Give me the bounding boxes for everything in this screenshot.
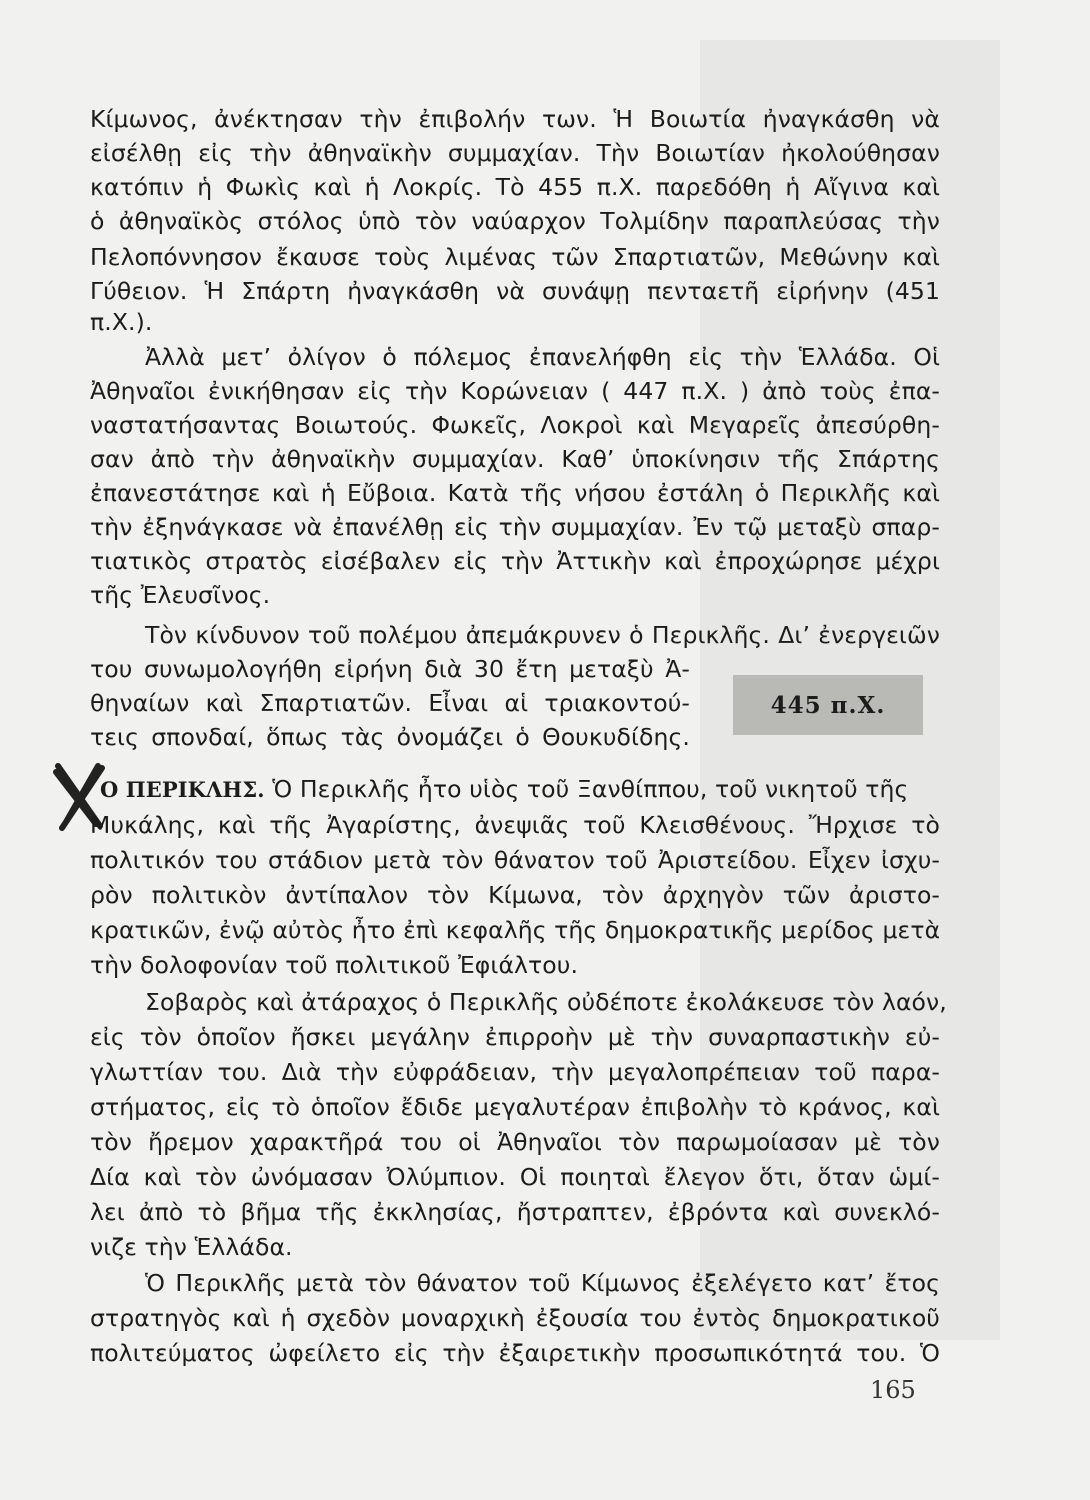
- text-line: ἐπανεστάτησε καὶ ἡ Εὔβοια. Κατὰ τῆς νήσου ἐστάλη ὁ Περικλῆς καὶ: [90, 479, 940, 507]
- text-line: Τὸν κίνδυνον τοῦ πολέμου ἀπεμάκρυνεν ὁ Περικλῆς. Δι’ ἐνεργειῶν: [145, 621, 940, 649]
- text-line: εἰς τὸν ὁποῖον ἤσκει μεγάλην ἐπιρροὴν μὲ τὴν συναρπαστικὴν εὐ-: [90, 1023, 940, 1051]
- text-line: νιζε τὴν Ἑλλάδα.: [90, 1233, 293, 1261]
- text-line: Σοβαρὸς καὶ ἀτάραχος ὁ Περικλῆς οὐδέποτε ἐκολάκευσε τὸν λαόν,: [145, 988, 947, 1016]
- text-line: στρατηγὸς καὶ ἡ σχεδὸν μοναρχικὴ ἐξουσία του ἐντὸς δημοκρατικοῦ: [90, 1304, 940, 1332]
- text-line: τὸν ἤρεμον χαρακτῆρά του οἱ Ἀθηναῖοι τὸν παρωμοίασαν μὲ τὸν: [90, 1128, 940, 1156]
- text-line: κατόπιν ἡ Φωκὶς καὶ ἡ Λοκρίς. Τὸ 455 π.Χ. παρεδόθη ἡ Αἴγινα καὶ: [90, 173, 940, 201]
- text-line: τιατικὸς στρατὸς εἰσέβαλεν εἰς τὴν Ἀττικὴν καὶ ἐπροχώρησε μέχρι: [90, 547, 940, 575]
- text-line: θηναίων καὶ Σπαρτιατῶν. Εἶναι αἱ τριακοντού-: [90, 689, 690, 717]
- text-line: κρατικῶν, ἐνῷ αὐτὸς ἦτο ἐπὶ κεφαλῆς τῆς δημοκρατικῆς μερίδος μετὰ: [90, 916, 941, 944]
- text-line: σαν ἀπὸ τὴν ἀθηναϊκὴν συμμαχίαν. Καθ’ ὑποκίνησιν τῆς Σπάρτης: [90, 445, 940, 473]
- text-line: λει ἀπὸ τὸ βῆμα τῆς ἐκκλησίας, ἤστραπτεν, ἐβρόντα καὶ συνεκλό-: [90, 1198, 940, 1226]
- text-line: τὴν ἐξηνάγκασε νὰ ἐπανέλθῃ εἰς τὴν συμμαχίαν. Ἐν τῷ μεταξὺ σπαρ-: [90, 513, 940, 541]
- text-line: ὁ ἀθηναϊκὸς στόλος ὑπὸ τὸν ναύαρχον Τολμίδην παραπλεύσας τὴν: [90, 207, 940, 235]
- text-line: π.Χ.).: [90, 308, 153, 336]
- section-heading: Ο ΠΕΡΙΚΛΗΣ.: [100, 777, 265, 802]
- text-line: Πελοπόννησον ἔκαυσε τοὺς λιμένας τῶν Σπαρτιατῶν, Μεθώνην καὶ: [90, 243, 940, 271]
- text-line: Ἀλλὰ μετ’ ὀλίγον ὁ πόλεμος ἐπανελήφθη εἰς τὴν Ἑλλάδα. Οἱ: [145, 343, 940, 371]
- text-line: Μυκάλης, καὶ τῆς Ἀγαρίστης, ἀνεψιᾶς τοῦ Κλεισθένους. Ἤρχισε τὸ: [90, 811, 940, 839]
- text-line: πολιτεύματος ὠφείλετο εἰς τὴν ἐξαιρετικὴν προσωπικότητά του. Ὁ: [90, 1339, 940, 1367]
- text-line: του συνωμολογήθη εἰρήνη διὰ 30 ἔτη μεταξὺ Ἀ-: [90, 655, 690, 683]
- text-line: Ἀθηναῖοι ἐνικήθησαν εἰς τὴν Κορώνειαν ( 447 π.Χ. ) ἀπὸ τοὺς ἐπα-: [90, 377, 940, 405]
- text-line: Ὁ Περικλῆς μετὰ τὸν θάνατον τοῦ Κίμωνος ἐξελέγετο κατ’ ἔτος: [145, 1269, 940, 1297]
- text-line: Κίμωνος, ἀνέκτησαν τὴν ἐπιβολήν των. Ἡ Βοιωτία ἠναγκάσθη νὰ: [90, 105, 940, 133]
- text-line: τεις σπονδαί, ὅπως τὰς ὀνομάζει ὁ Θουκυδίδης.: [90, 723, 690, 751]
- text-line: Δία καὶ τὸν ὠνόμασαν Ὀλύμπιον. Οἱ ποιηταὶ ἔλεγον ὅτι, ὅταν ὡμί-: [90, 1163, 940, 1191]
- text-line: τὴν δολοφονίαν τοῦ πολιτικοῦ Ἐφιάλτου.: [90, 951, 579, 979]
- text-line: ναστατήσαντας Βοιωτούς. Φωκεῖς, Λοκροὶ καὶ Μεγαρεῖς ἀπεσύρθη-: [90, 411, 940, 439]
- text-line: γλωττίαν του. Διὰ τὴν εὐφράδειαν, τὴν μεγαλοπρέπειαν τοῦ παρα-: [90, 1058, 940, 1086]
- text-line: Γύθειον. Ἡ Σπάρτη ἠναγκάσθη νὰ συνάψῃ πενταετῆ εἰρήνην (451: [90, 277, 940, 305]
- text-line: εἰσέλθῃ εἰς τὴν ἀθηναϊκὴν συμμαχίαν. Τὴν Βοιωτίαν ἠκολούθησαν: [90, 139, 940, 167]
- text-line: πολιτικόν του στάδιον μετὰ τὸν θάνατον τοῦ Ἀριστείδου. Εἶχεν ἰσχυ-: [90, 846, 940, 874]
- text-line: στήματος, εἰς τὸ ὁποῖον ἔδιδε μεγαλυτέραν ἐπιβολὴν τὸ κράνος, καὶ: [90, 1093, 940, 1121]
- date-sidenote: 445 π.Χ.: [733, 675, 923, 735]
- heading-rest-text: Ὁ Περικλῆς ἦτο υἱὸς τοῦ Ξανθίππου, τοῦ νικητοῦ τῆς: [264, 775, 909, 803]
- text-line: ρὸν πολιτικὸν ἀντίπαλον τὸν Κίμωνα, τὸν ἀρχηγὸν τῶν ἀριστο-: [90, 881, 940, 909]
- section-heading-line: [100, 772, 940, 807]
- page-number: 165: [870, 1376, 916, 1404]
- text-line: τῆς Ἐλευσῖνος.: [90, 581, 271, 609]
